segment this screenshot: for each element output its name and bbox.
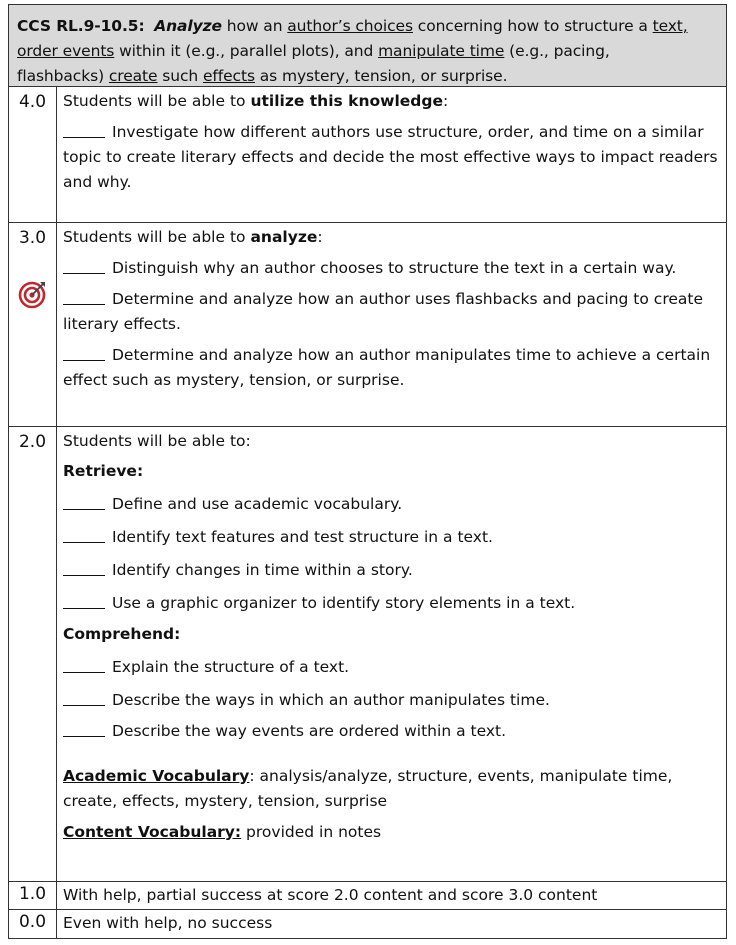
header-text: such xyxy=(157,67,203,85)
score-label: 3.0 xyxy=(18,228,47,248)
header-text: as mystery, tension, or surprise. xyxy=(254,67,508,85)
content-vocabulary-label: Content Vocabulary: xyxy=(63,823,242,841)
score-cell xyxy=(9,223,57,426)
score-label: 2.0 xyxy=(9,427,57,881)
standard-code: CCS RL.9-10.5: xyxy=(17,17,145,35)
checklist-item xyxy=(63,655,720,680)
blank-line xyxy=(63,344,105,361)
score-content xyxy=(57,223,726,426)
blank-line xyxy=(63,656,105,673)
checklist-item xyxy=(63,120,720,195)
content-vocabulary-text: provided in notes xyxy=(241,823,382,841)
intro-text: Students will be able to: xyxy=(63,432,251,450)
score-row-3 xyxy=(9,223,726,427)
academic-vocabulary-label: Academic Vocabulary xyxy=(63,767,250,785)
score-content: With help, partial success at score 2.0 content and score 3.0 content xyxy=(63,886,598,904)
item-text: Determine and analyze how an author uses flashbacks and pacing to create literary effects. xyxy=(63,290,703,333)
header-text: how an xyxy=(221,17,288,35)
standard-header xyxy=(9,5,726,87)
intro-text: : xyxy=(443,92,449,110)
checklist-item xyxy=(63,558,720,583)
checklist-item xyxy=(63,287,720,337)
blank-line xyxy=(63,526,105,543)
item-text: Describe the ways in which an author manipulates time. xyxy=(112,691,550,709)
score-row-4 xyxy=(9,87,726,223)
checklist-item xyxy=(63,343,720,393)
blank-line xyxy=(63,689,105,706)
intro-text: : xyxy=(317,228,323,246)
score-content xyxy=(57,427,726,881)
proficiency-scale-table xyxy=(8,4,727,939)
comprehend-label: Comprehend: xyxy=(63,625,181,643)
blank-line xyxy=(63,559,105,576)
checklist-item xyxy=(63,492,720,517)
standard-verb: Analyze xyxy=(154,17,222,35)
item-text: Identify changes in time within a story. xyxy=(112,561,413,579)
score-content: Even with help, no success xyxy=(63,914,273,932)
target-icon xyxy=(18,279,48,309)
blank-line xyxy=(63,121,105,138)
item-text: Distinguish why an author chooses to structure the text in a certain way. xyxy=(112,259,677,277)
checklist-item xyxy=(63,591,720,616)
header-text: within it (e.g., parallel plots), and xyxy=(114,42,379,60)
header-underlined: order events xyxy=(17,42,115,60)
header-underlined: manipulate time xyxy=(378,42,505,60)
checklist-item xyxy=(63,688,720,713)
intro-emphasis: analyze xyxy=(250,228,318,246)
blank-line xyxy=(63,720,105,737)
score-content xyxy=(57,87,726,222)
intro-text: Students will be able to xyxy=(63,228,251,246)
header-underlined: text, xyxy=(652,17,688,35)
item-text: Determine and analyze how an author manipulates time to achieve a certain effect such as mystery, tension, or surprise. xyxy=(63,346,711,389)
header-underlined: create xyxy=(108,67,158,85)
intro-emphasis: utilize this knowledge xyxy=(250,92,443,110)
header-text: flashbacks) xyxy=(17,67,109,85)
checklist-item xyxy=(63,256,720,281)
intro-text: Students will be able to xyxy=(63,92,251,110)
checklist-item xyxy=(63,719,720,744)
content-vocabulary xyxy=(63,820,720,845)
score-row-1 xyxy=(9,882,726,910)
blank-line xyxy=(63,592,105,609)
score-label: 4.0 xyxy=(9,87,57,222)
header-underlined: author’s choices xyxy=(287,17,413,35)
academic-vocabulary xyxy=(63,764,720,814)
item-text: Investigate how different authors use structure, order, and time on a similar topic to create literary effects and decide the most effective ways to impact readers and why. xyxy=(63,123,718,191)
item-text: Use a graphic organizer to identify story elements in a text. xyxy=(112,594,576,612)
retrieve-label: Retrieve: xyxy=(63,462,144,480)
item-text: Define and use academic vocabulary. xyxy=(112,495,403,513)
header-text: concerning how to structure a xyxy=(412,17,653,35)
header-text: (e.g., pacing, xyxy=(504,42,610,60)
blank-line xyxy=(63,493,105,510)
academic-vocabulary-text: : analysis/analyze, structure, events, manipulate time, create, effects, mystery, tension, surprise xyxy=(63,767,673,810)
checklist-item xyxy=(63,525,720,550)
header-underlined: effects xyxy=(202,67,255,85)
score-label: 0.0 xyxy=(9,910,57,938)
score-row-0 xyxy=(9,910,726,938)
score-row-2 xyxy=(9,427,726,882)
blank-line xyxy=(63,257,105,274)
item-text: Describe the way events are ordered within a text. xyxy=(112,722,507,740)
blank-line xyxy=(63,288,105,305)
item-text: Explain the structure of a text. xyxy=(112,658,350,676)
item-text: Identify text features and test structure in a text. xyxy=(112,528,493,546)
score-label: 1.0 xyxy=(9,882,57,909)
